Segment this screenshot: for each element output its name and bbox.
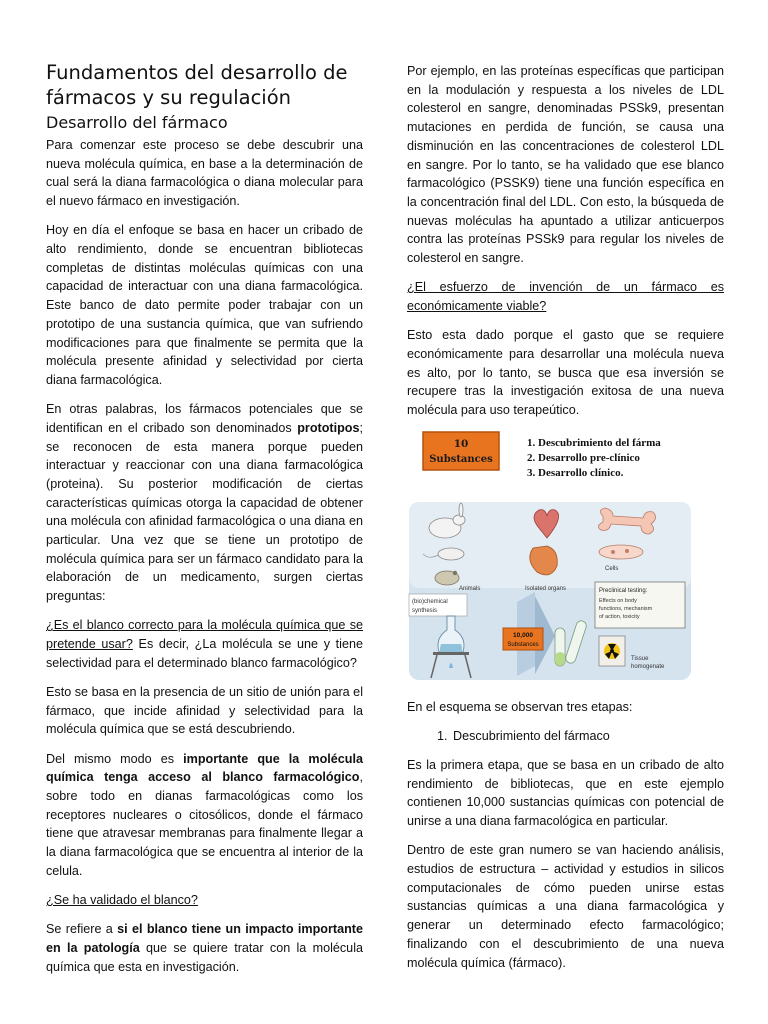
preclinical-line-1: Effects on body [599,598,637,605]
page-title: Fundamentos del desarrollo de fármacos y su regulación [46,61,348,109]
small-box-number: 10,000 [513,632,533,640]
paragraph: Esto se basa en la presencia de un sitio de unión para el fármaco, que incide afinidad y selectividad para la molécula química que se está descubriendo. [46,684,363,737]
synthesis-line-1: (bio)chemical [412,599,448,606]
paragraph: Hoy en día el enfoque se basa en hacer un cribado de alto rendimiento, donde se encuentran bibliotecas completas de distintas moléculas químicas con una capacidad de interactuar con una diana farmacológica. Este banco de dato permite poder trabajar con un prototipo de una sustancia química, que van sufriendo modificaciones para que finalmente se permita que la molécula presente afinidad y selectividad por cierta diana farmacológica. [46,223,363,387]
bold-phrase: importante que la molécula química tenga acceso al blanco farmacológico [46,751,363,785]
cells-icon [599,545,643,559]
preclinical-title: Preclinical testing: [599,588,648,595]
box-word: Substances [429,454,493,466]
left-column [46,60,363,987]
paragraph: Se refiere a si el blanco tiene un impacto importante en la patología que se quiere tratar con la molécula química que esta en investigación. [46,922,363,974]
bold-term: prototipos [297,420,360,435]
paragraph: Es la primera etapa, que se basa en un cribado de alto rendimiento de bibliotecas, que en este ejemplo contienen 10,000 sustancias químicas con potencial de unirse a una diana farmacológica en particular. [407,758,724,829]
question-underlined: ¿Es el blanco correcto para la molécula química que se pretende usar? [46,618,363,652]
paragraph: Del mismo modo es importante que la molécula química tenga acceso al blanco farmacológico, sobre todo en dianas farmacológicas como los receptores nucleares o citosólicos, donde el fármaco tiene que atravesar membranas para finalmente llegar a la diana farmacológica que se encuentra al interior de la celula. [46,751,363,878]
drug-development-figure [407,430,725,684]
paragraph [407,278,724,315]
tissue-label-2: homogenate [631,664,665,671]
right-column [407,62,724,983]
paragraph: En otras palabras, los fármacos potenciales que se identifican en el cribado son denominados prototipos; se reconocen de esta manera porque pueden interactuar y reaccionar con una diana farmacológica (proteina). Su posterior modificación de ciertas características químicas otorga la capacidad de obtener una molécula con afinidad farmacológica o una diana en particular. Una vez que se tiene un prototipo de molécula química para ser un fármaco candidato para la elaboración de un medicamento, surgen ciertas preguntas: [46,402,363,604]
paragraph: Por ejemplo, en las proteínas específicas que participan en la modulación y respuesta a los niveles de LDL colesterol en sangre, denominadas PSSk9, presentan mutaciones en perdida de función, se causa una disminución en las concentraciones de colesterol LDL en sangre. Por lo tanto, se ha validado que ese blanco farmacológico (PSSK9) tiene una función específica en la concentración final del LDL. Con esto, la búsqueda de nuevas moléculas ha apuntado a utilizar anticuerpos contra las proteínas PSSk9 para regular los niveles de colesterol en sangre. [407,64,724,266]
section-heading: Desarrollo del fármaco [46,113,228,132]
radiation-beaker-icon [599,636,625,666]
step-2: 2. Desarrollo pre-clínico [527,452,640,465]
synthesis-line-2: synthesis [412,608,438,615]
question-underlined: ¿Se ha validado el blanco? [46,893,198,908]
organs-label: Isolated organs [525,586,567,593]
numbered-list [407,727,724,746]
list-item: 1. Descubrimiento del fármaco [451,727,724,746]
preclinical-line-3: of action, toxicity [599,614,640,621]
question-underlined: ¿El esfuerzo de invención de un fármaco es económicamente viable? [407,280,724,313]
paragraph: En el esquema se observan tres etapas: [407,700,633,715]
paragraph: Dentro de este gran numero se van haciendo análisis, estudios de estructura – actividad y estudios in silicos computacionales de cómo pueden unirse estas sustancias químicas a una diana farmacológica y generar un determinado efecto farmacológico; finalizando con el descubrimiento de una nueva molécula química (fármaco). [407,843,724,970]
preclinical-line-2: functions, mechanism [599,606,653,613]
step-1: 1. Descubrimiento del fárma [527,437,661,450]
paragraph [46,891,363,910]
box-number: 10 [453,438,469,451]
cells-label: Cells [605,566,619,573]
paragraph: Esto esta dado porque el gasto que se requiere económicamente para desarrollar una molécula nueva es alto, por lo tanto, se busca que esa inversión se recupere tras la investigación exitosa de una nueva molécula para uso terapeútico. [407,328,724,417]
paragraph: ¿Es el blanco correcto para la molécula química que se pretende usar? Es decir, ¿La molécula se une y tiene selectividad para el determinado blanco farmacológico? [46,618,363,670]
frog-icon [435,571,459,585]
paragraph: Para comenzar este proceso se debe descubrir una nueva molécula química, en base a la determinación de cual será la diana farmacológica o diana molecular para el nuevo fármaco en investigación. [46,138,363,209]
small-box-word: Substances [507,642,539,649]
bold-phrase: si el blanco tiene un impacto importante en la patología [46,922,363,955]
step-3: 3. Desarrollo clínico. [527,467,624,480]
tissue-label-1: Tissue [631,656,649,663]
figure-illustration [407,430,725,684]
animals-label: Animals [459,586,481,593]
